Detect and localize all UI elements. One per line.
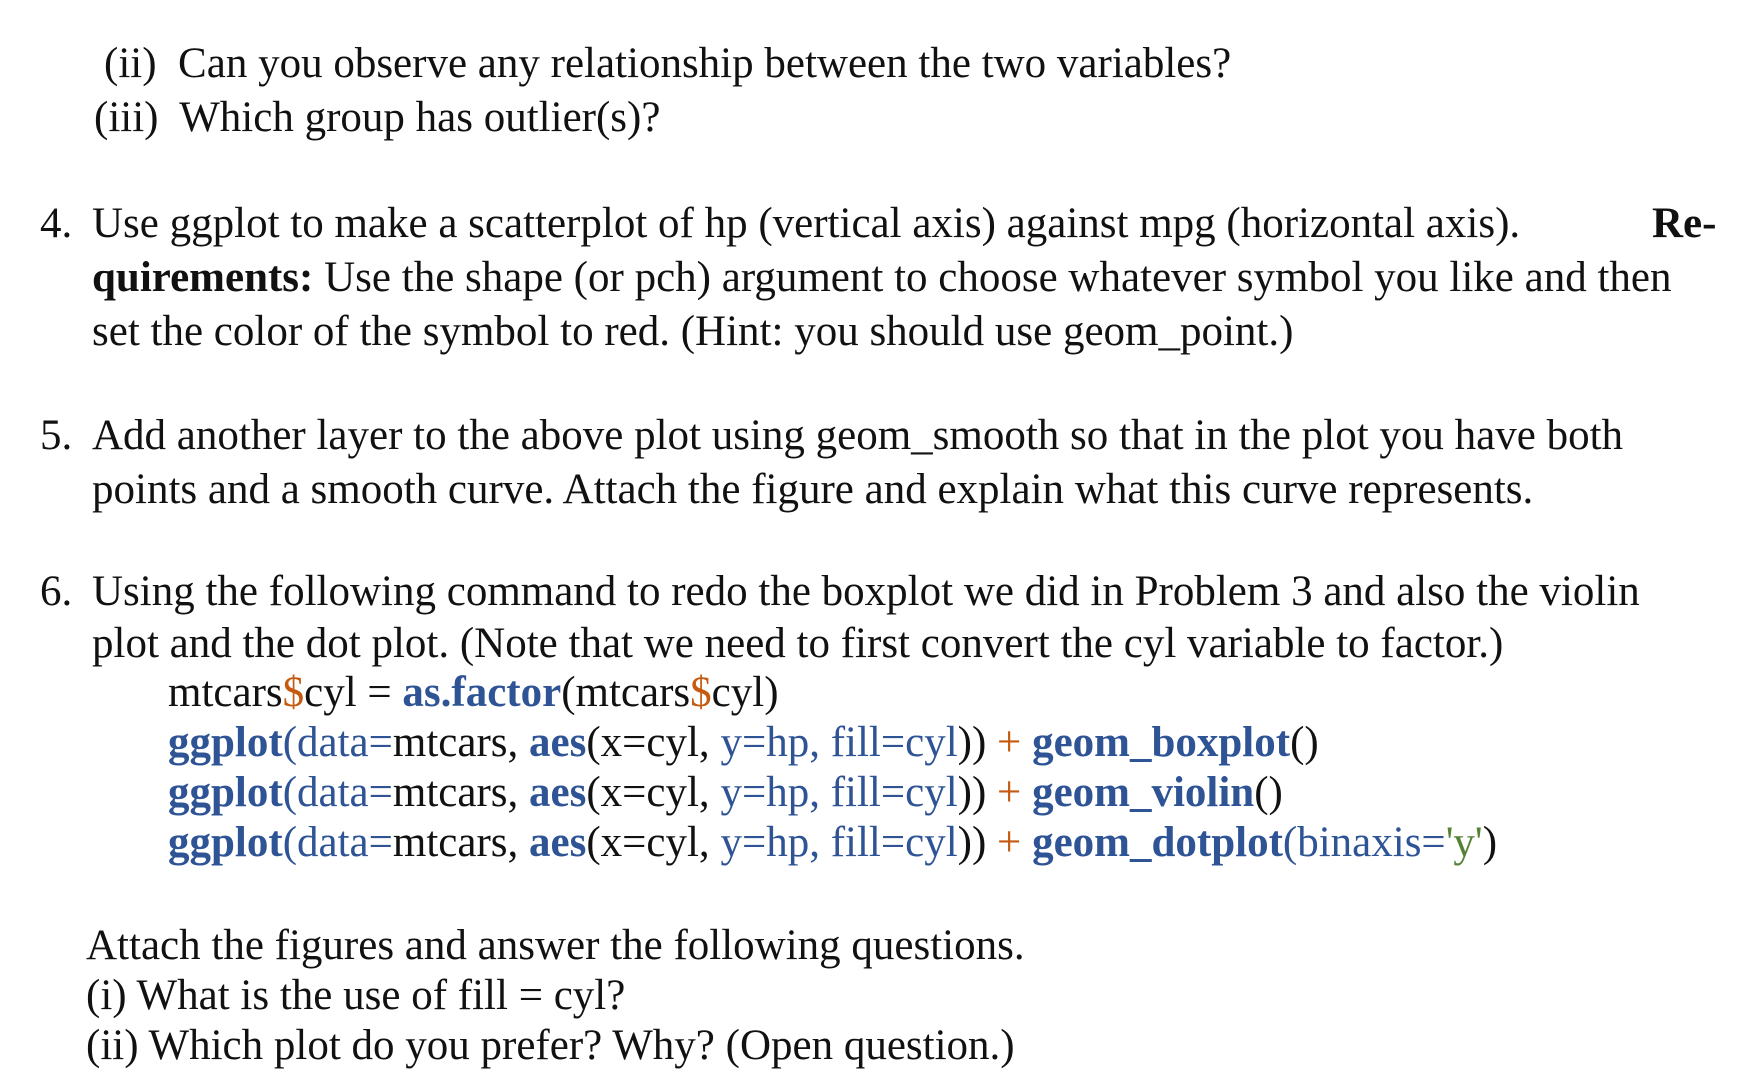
problem6-line1-text: Using the following command to redo the boxplot we did in Problem 3 and also the violin (92, 568, 1640, 615)
code-geom-dotplot: geom_dotplot (1032, 819, 1283, 866)
problem6-line2 (92, 618, 1503, 670)
code-dollar: $ (690, 669, 712, 716)
code-plus: + (997, 819, 1033, 866)
problem4-line3 (92, 306, 1293, 358)
problem6-attach-line (86, 920, 1025, 972)
code-y-arg: y=hp, (720, 719, 831, 766)
problem5-number: 5. (40, 412, 73, 459)
code-data-arg: (data= (282, 819, 393, 866)
problem6-question-i-text: (i) What is the use of fill = cyl? (86, 972, 626, 1019)
problem6-line1 (92, 566, 1640, 618)
code-line-as-factor (168, 668, 779, 718)
problem4-line1-text: Use ggplot to make a scatterplot of hp (vertical axis) against mpg (horizontal axis). (92, 200, 1521, 247)
code-binaxis-arg: (binaxis= (1282, 819, 1446, 866)
problem4-line2 (92, 252, 1672, 304)
code-x-arg: (x=cyl, (586, 819, 721, 866)
code-x-arg: (x=cyl, (586, 719, 721, 766)
code-data-arg: (data= (282, 719, 393, 766)
code-close-parens: )) (957, 819, 998, 866)
code-line-dotplot (168, 818, 1497, 868)
subquestion-ii-text: Can you observe any relationship between the two variables? (178, 40, 1232, 87)
code-ggplot: ggplot (168, 769, 283, 816)
code-geom-violin: geom_violin (1032, 769, 1255, 816)
code-mtcars: mtcars, (392, 769, 529, 816)
code-string-y: 'y' (1445, 819, 1483, 866)
problem6-question-ii-text: (ii) Which plot do you prefer? Why? (Open question.) (86, 1022, 1015, 1069)
problem6-line2-text: plot and the dot plot. (Note that we need to first convert the cyl variable to factor.) (92, 620, 1504, 667)
subquestion-ii (104, 38, 1231, 90)
subquestion-iii-text: Which group has outlier(s)? (179, 94, 661, 141)
code-y-arg: y=hp, (720, 819, 831, 866)
code-close-parens: )) (957, 719, 998, 766)
code-data-arg: (data= (282, 769, 393, 816)
code-empty-parens: () (1254, 769, 1283, 816)
problem4-line1 (92, 198, 1717, 250)
code-mtcars: mtcars, (392, 819, 529, 866)
code-mtcars: mtcars, (392, 719, 529, 766)
problem6-question-ii (86, 1020, 1015, 1072)
code-plus: + (997, 719, 1033, 766)
code-aes: aes (529, 819, 587, 866)
subquestion-ii-label: (ii) (104, 40, 157, 87)
problem5-line1 (92, 410, 1623, 462)
code-close-parens: )) (957, 769, 998, 816)
problem4-line2-text: Use the shape (or pch) argument to choose whatever symbol you like and then (324, 254, 1672, 301)
problem4-requirements-bold-part1: Re- (1652, 200, 1717, 247)
problem5-line2-text: points and a smooth curve. Attach the figure and explain what this curve represents. (92, 466, 1534, 513)
code-aes: aes (529, 769, 587, 816)
code-line-violin (168, 768, 1283, 818)
problem6-attach-text: Attach the figures and answer the following questions. (86, 922, 1025, 969)
code-mtcars: mtcars (168, 669, 283, 716)
problem5-line2 (92, 464, 1533, 516)
code-close-paren: ) (1482, 819, 1498, 866)
code-empty-parens: () (1290, 719, 1319, 766)
code-aes: aes (529, 719, 587, 766)
code-fill-arg: fill=cyl (830, 819, 958, 866)
code-geom-boxplot: geom_boxplot (1032, 719, 1291, 766)
code-plus: + (997, 769, 1033, 816)
code-line-boxplot (168, 718, 1319, 768)
code-dollar: $ (282, 669, 305, 716)
code-cyl-assign: cyl = (304, 669, 403, 716)
code-ggplot: ggplot (168, 819, 283, 866)
code-fill-arg: fill=cyl (830, 719, 958, 766)
problem4-number: 4. (40, 200, 73, 247)
code-ggplot: ggplot (168, 719, 283, 766)
problem4-requirements-bold-part2: quirements: (92, 254, 314, 301)
problem6-number: 6. (40, 568, 73, 615)
problem6-question-i (86, 970, 625, 1022)
code-cyl-close: cyl) (711, 669, 779, 716)
code-y-arg: y=hp, (720, 769, 831, 816)
problem4-line3-text: set the color of the symbol to red. (Hint: you should use geom_point.) (92, 308, 1294, 355)
code-as-factor: as.factor (402, 669, 562, 716)
code-mtcars-arg: (mtcars (561, 669, 691, 716)
subquestion-iii-label: (iii) (94, 94, 159, 141)
subquestion-iii (94, 92, 660, 144)
code-x-arg: (x=cyl, (586, 769, 721, 816)
problem5-line1-text: Add another layer to the above plot using geom_smooth so that in the plot you have both (92, 412, 1624, 459)
code-fill-arg: fill=cyl (830, 769, 958, 816)
